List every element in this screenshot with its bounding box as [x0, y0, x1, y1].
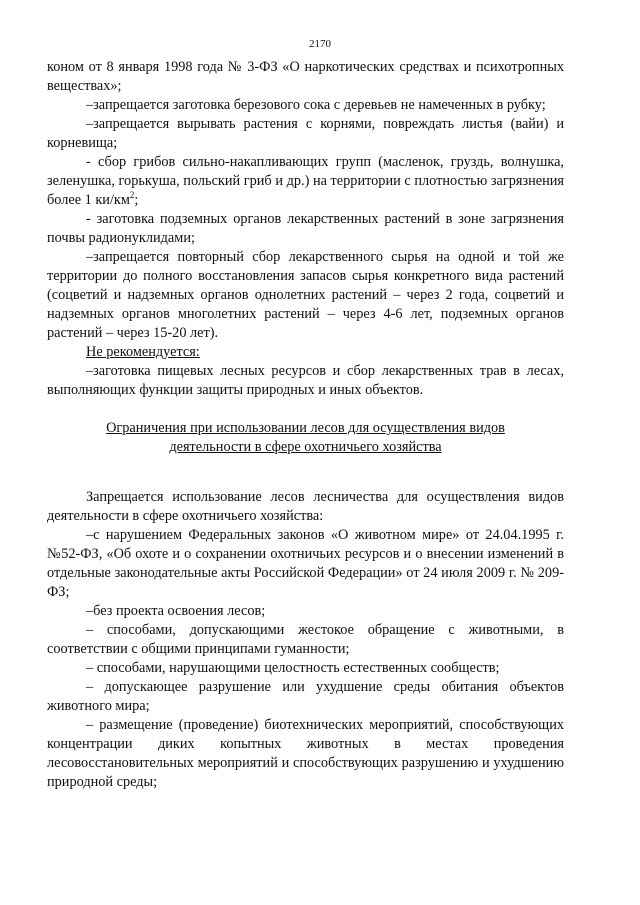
paragraph-continuation: коном от 8 января 1998 года № 3-ФЗ «О наркотических средствах и психотропных веществах»;: [47, 59, 564, 94]
restriction-item-mushrooms: [47, 153, 564, 210]
hunting-item-biotechnical: – размещение (проведение) биотехнических мероприятий, способствующих концентрации диких копытных животных в местах проведения лесовосстановительных мероприятий и способствующих разрушению и ухудшению природной среды;: [47, 717, 564, 790]
hunting-item-integrity: – способами, нарушающими целостность естественных сообществ;: [86, 660, 500, 676]
not-recommended-item: –заготовка пищевых лесных ресурсов и сбор лекарственных трав в лесах, выполняющих функции защиты природных и иных объектов.: [47, 363, 564, 398]
hunting-item-cruelty: – способами, допускающими жестокое обращение с животными, в соответствии с общими принципами гуманности;: [47, 622, 564, 657]
spacer: [47, 457, 564, 488]
page-number: 2170: [309, 38, 331, 50]
section-heading-line-2: деятельности в сфере охотничьего хозяйства: [169, 439, 442, 455]
section-heading-line-1: Ограничения при использовании лесов для осуществления видов: [106, 420, 505, 436]
hunting-item-no-project: –без проекта освоения лесов;: [86, 603, 266, 619]
restriction-item-birch-sap: –запрещается заготовка березового сока с деревьев не намеченных в рубку;: [86, 97, 546, 113]
hunting-intro: Запрещается использование лесов лесничества для осуществления видов деятельности в сфере охотничьего хозяйства:: [47, 489, 564, 524]
restriction-item-repeated-harvest: –запрещается повторный сбор лекарственного сырья на одной и той же территории до полного восстановления запасов сырья конкретного вида растений (соцветий и надземных органов однолетних растений – через 2 года, соцветий и надземных органов многолетних растений – через 4-6 лет, подземных органов растений – через 15-20 лет).: [47, 249, 564, 341]
page-content: [47, 58, 564, 792]
unit-superscript: 2: [129, 190, 135, 201]
not-recommended-label-line: [47, 343, 564, 362]
hunting-item-habitat: – допускающее разрушение или ухудшение среды обитания объектов животного мира;: [47, 679, 564, 714]
spacer: [47, 400, 564, 419]
restriction-item-underground-organs: - заготовка подземных органов лекарственных растений в зоне загрязнения почвы радионуклидами;: [47, 211, 564, 246]
restriction-item-mushrooms-text: - сбор грибов сильно-накапливающих групп (масленок, груздь, волнушка, зеленушка, горькуша, польский гриб и др.) на территории с плотностью загрязнения более 1 ки/км: [47, 154, 564, 208]
not-recommended-label: Не рекомендуется:: [86, 344, 200, 360]
hunting-item-federal-laws: –с нарушением Федеральных законов «О животном мире» от 24.04.1995 г. №52-ФЗ, «Об охоте и о сохранении охотничьих ресурсов и о внесении изменений в отдельные законодательные акты Российской Федерации» от 24 июля 2009 г. № 209-ФЗ;: [47, 527, 564, 600]
restriction-item-mushrooms-tail: ;: [134, 192, 139, 208]
restriction-item-uprooting: –запрещается вырывать растения с корнями, повреждать листья (вайи) и корневища;: [47, 116, 564, 151]
